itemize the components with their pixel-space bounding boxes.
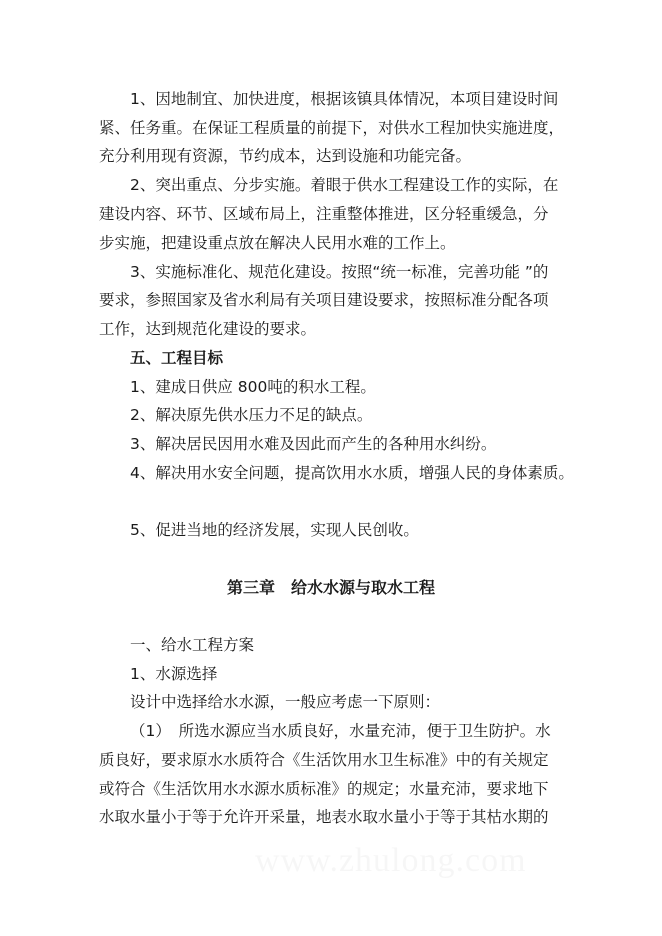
paragraph-2-line-1: 2、突出重点、分步实施。着眼于供水工程建设工作的实际，在 [130,176,559,194]
goal-item-5: 5、促进当地的经济发展，实现人民创收。 [130,521,419,539]
section-heading-scheme: 一、给水工程方案 [130,636,255,654]
goal-item-1: 1、建成日供应 800吨的积水工程。 [130,378,376,396]
paragraph-3-line-1: 3、实施标准化、规范化建设。按照“统一标准，完善功能 ”的 [130,263,549,281]
goal-item-2: 2、解决原先供水压力不足的缺点。 [130,406,373,424]
principle-line-3: 或符合《生活饮用水水源水质标准》的规定；水量充沛，要求地下 [99,780,549,798]
watermark [255,842,527,880]
chapter-title: 第三章 给水水源与取水工程 [226,578,435,597]
subheading-water-source: 1、水源选择 [130,665,218,683]
paragraph-2-line-3: 步实施，把建设重点放在解决人民用水难的工作上。 [99,234,456,252]
principle-line-1: （1） 所选水源应当水质良好，水量充沛，便于卫生防护。水 [130,722,551,740]
goal-item-3: 3、解决居民因用水难及因此而产生的各种用水纠纷。 [130,435,497,453]
section-heading-goals: 五、工程目标 [130,349,224,367]
principle-line-2: 质良好，要求原水水质符合《生活饮用水卫生标准》中的有关规定 [99,751,549,769]
paragraph-3-line-3: 工作，达到规范化建设的要求。 [99,320,317,338]
paragraph-2-line-2: 建设内容、环节、区域布局上，注重整体推进，区分轻重缓急，分 [99,205,549,223]
paragraph-1-line-2: 紧、任务重。在保证工程质量的前提下，对供水工程加快实施进度， [99,119,565,137]
paragraph-3-line-2: 要求，参照国家及省水利局有关项目建设要求，按照标准分配各项 [99,291,549,309]
paragraph-1-line-1: 1、因地制宜、加快进度，根据该镇具体情况，本项目建设时间 [130,90,559,108]
principle-line-4: 水取水量小于等于允许开采量，地表水取水量小于等于其枯水期的 [99,808,549,826]
intro-text: 设计中选择给水水源，一般应考虑一下原则： [130,693,441,711]
goal-item-4: 4、解决用水安全问题，提高饮用水水质，增强人民的身体素质。 [130,464,574,482]
paragraph-1-line-3: 充分利用现有资源，节约成本，达到设施和功能完备。 [99,147,472,165]
